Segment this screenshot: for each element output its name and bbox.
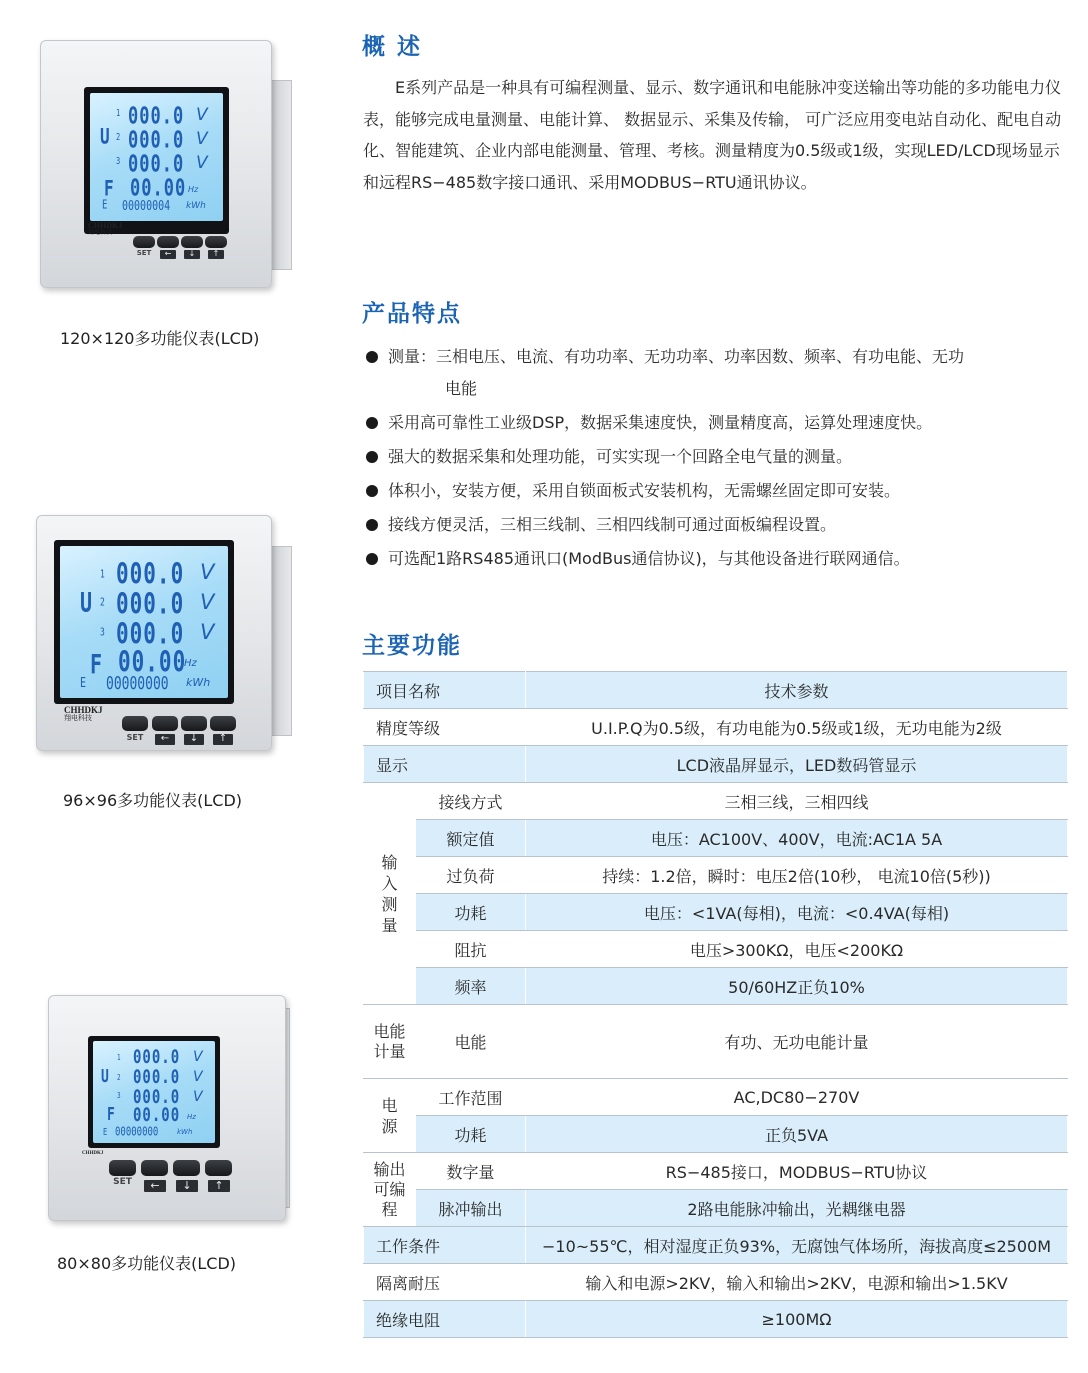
feature-item: 体积小，安装方便，采用自锁面板式安装机构，无需螺丝固定即可安装。: [363, 474, 1073, 508]
f-reading: 00.00: [118, 646, 187, 679]
meter-button: [109, 1160, 136, 1176]
v-reading-3: 000.0: [128, 151, 185, 178]
meter-button: [181, 236, 203, 248]
table-row: 脉冲输出 2路电能脉冲输出，光耦继电器: [364, 1190, 1068, 1227]
lcd-screen: 1 2 3 U 000.0 000.0 000.0 V V V F 00.00 Hz E 00000004 kWh: [90, 93, 223, 221]
table-row: 功耗 正负5VA: [364, 1116, 1068, 1153]
v-reading-3: 000.0: [116, 618, 185, 651]
feature-item: 接线方便灵活，三相三线制、三相四线制可通过面板编程设置。: [363, 508, 1073, 542]
product-caption: 80×80多功能仪表(LCD): [57, 1254, 237, 1273]
feature-item: 采用高可靠性工业级DSP，数据采集速度快，测量精度高，运算处理速度快。: [363, 406, 1073, 440]
spec-table: [363, 671, 1068, 1338]
table-row: 频率 50/60HZ正负10%: [364, 968, 1068, 1005]
table-row: 额定值 电压：AC100V、400V，电流:AC1A 5A: [364, 820, 1068, 857]
table-row: 显示 LCD液晶屏显示，LED数码管显示: [364, 746, 1068, 783]
v-reading-1: 000.0: [128, 103, 185, 130]
v-reading-2: 000.0: [133, 1067, 181, 1089]
output-group-label: 输出可编程: [364, 1153, 416, 1227]
meter-button: [152, 716, 178, 731]
meter-button: [181, 716, 207, 731]
brand-logo: CHHDKJ: [82, 1151, 104, 1156]
table-row: 阻抗 电压>300KΩ，电压<200KΩ: [364, 931, 1068, 968]
meter-button: [133, 236, 155, 248]
product-caption: 96×96多功能仪表(LCD): [63, 791, 243, 810]
table-row: 电能计量 电能 有功、无功电能计量: [364, 1005, 1068, 1079]
table-row: 隔离耐压 输入和电源>2KV，输入和输出>2KV，电源和输出>1.5KV: [364, 1264, 1068, 1301]
f-reading: 00.00: [130, 175, 187, 202]
v-reading-1: 000.0: [116, 558, 185, 591]
meter-button: [122, 716, 148, 731]
lcd-screen: 1 2 3 U 000.0 000.0 000.0 V V V F 00.00 Hz E 00000000 kWh: [60, 546, 228, 698]
features-title: 产品特点: [362, 301, 462, 327]
energy-group-label: 电能计量: [364, 1005, 416, 1079]
product-caption: 120×120多功能仪表(LCD): [60, 329, 260, 348]
v-reading-2: 000.0: [116, 588, 185, 621]
table-row: 过负荷 持续：1.2倍，瞬时：电压2倍(10秒， 电流10倍(5秒)): [364, 857, 1068, 894]
meter-button: [205, 1160, 232, 1176]
table-row: 功耗 电压：<1VA(每相)，电流：<0.4VA(每相): [364, 894, 1068, 931]
power-group-label: 电源: [364, 1079, 416, 1153]
brand-logo: CHHDKJ 翔电科技: [88, 221, 123, 236]
meter-button: [205, 236, 227, 248]
overview-title: 概 述: [362, 34, 423, 60]
e-reading: 00000004: [122, 199, 171, 214]
table-row: 输出可编程 数字量 RS−485接口，MODBUS−RTU协议: [364, 1153, 1068, 1190]
table-header-row: 项目名称 技术参数: [364, 672, 1068, 709]
meter-button: [210, 716, 236, 731]
input-group-label: 输入测量: [364, 783, 416, 1005]
table-row: 绝缘电阻 ≥100MΩ: [364, 1301, 1068, 1338]
v-reading-3: 000.0: [133, 1087, 181, 1109]
functions-title: 主要功能: [362, 633, 462, 659]
table-row: 工作条件 −10~55℃，相对湿度正负93%，无腐蚀气体场所，海拔高度≤2500M: [364, 1227, 1068, 1264]
table-row: 精度等级 U.I.P.Q为0.5级，有功电能为0.5级或1级，无功电能为2级: [364, 709, 1068, 746]
v-reading-1: 000.0: [133, 1047, 181, 1069]
overview-text: E系列产品是一种具有可编程测量、显示、数字通讯和电能脉冲变送输出等功能的多功能电力仪表，能够完成电量测量、电能计算、 数据显示、采集及传输， 可广泛应用变电站自动化、配电自动化、智能建筑、企业内部电能测量、管理、考核。测量精度为0.5级或1级，实现LED/LCD现场显示和远程RS−485数字接口通讯、采用MODBUS−RTU通讯协议。: [363, 78, 1062, 192]
e-reading: 00000000: [115, 1126, 159, 1140]
meter-button: [173, 1160, 200, 1176]
e-reading: 00000000: [106, 674, 169, 695]
meter-button: [157, 236, 179, 248]
feature-list: [363, 340, 1073, 576]
f-reading: 00.00: [133, 1105, 181, 1127]
brand-logo: CHHDKJ 翔电科技: [64, 705, 103, 722]
feature-item: 可选配1路RS485通讯口(ModBus通信协议)，与其他设备进行联网通信。: [363, 542, 1073, 576]
v-reading-2: 000.0: [128, 127, 185, 154]
lcd-screen: 1 2 3 U 000.0 000.0 000.0 V V V F 00.00 Hz E 00000000 kWh: [93, 1041, 215, 1143]
table-row: 输入测量 接线方式 三相三线，三相四线: [364, 783, 1068, 820]
feature-item: 测量：三相电压、电流、有功功率、无功功率、功率因数、频率、有功电能、无功 电能: [363, 340, 1073, 406]
table-row: 电源 工作范围 AC,DC80−270V: [364, 1079, 1068, 1116]
feature-item: 强大的数据采集和处理功能，可实实现一个回路全电气量的测量。: [363, 440, 1073, 474]
meter-button: [141, 1160, 168, 1176]
